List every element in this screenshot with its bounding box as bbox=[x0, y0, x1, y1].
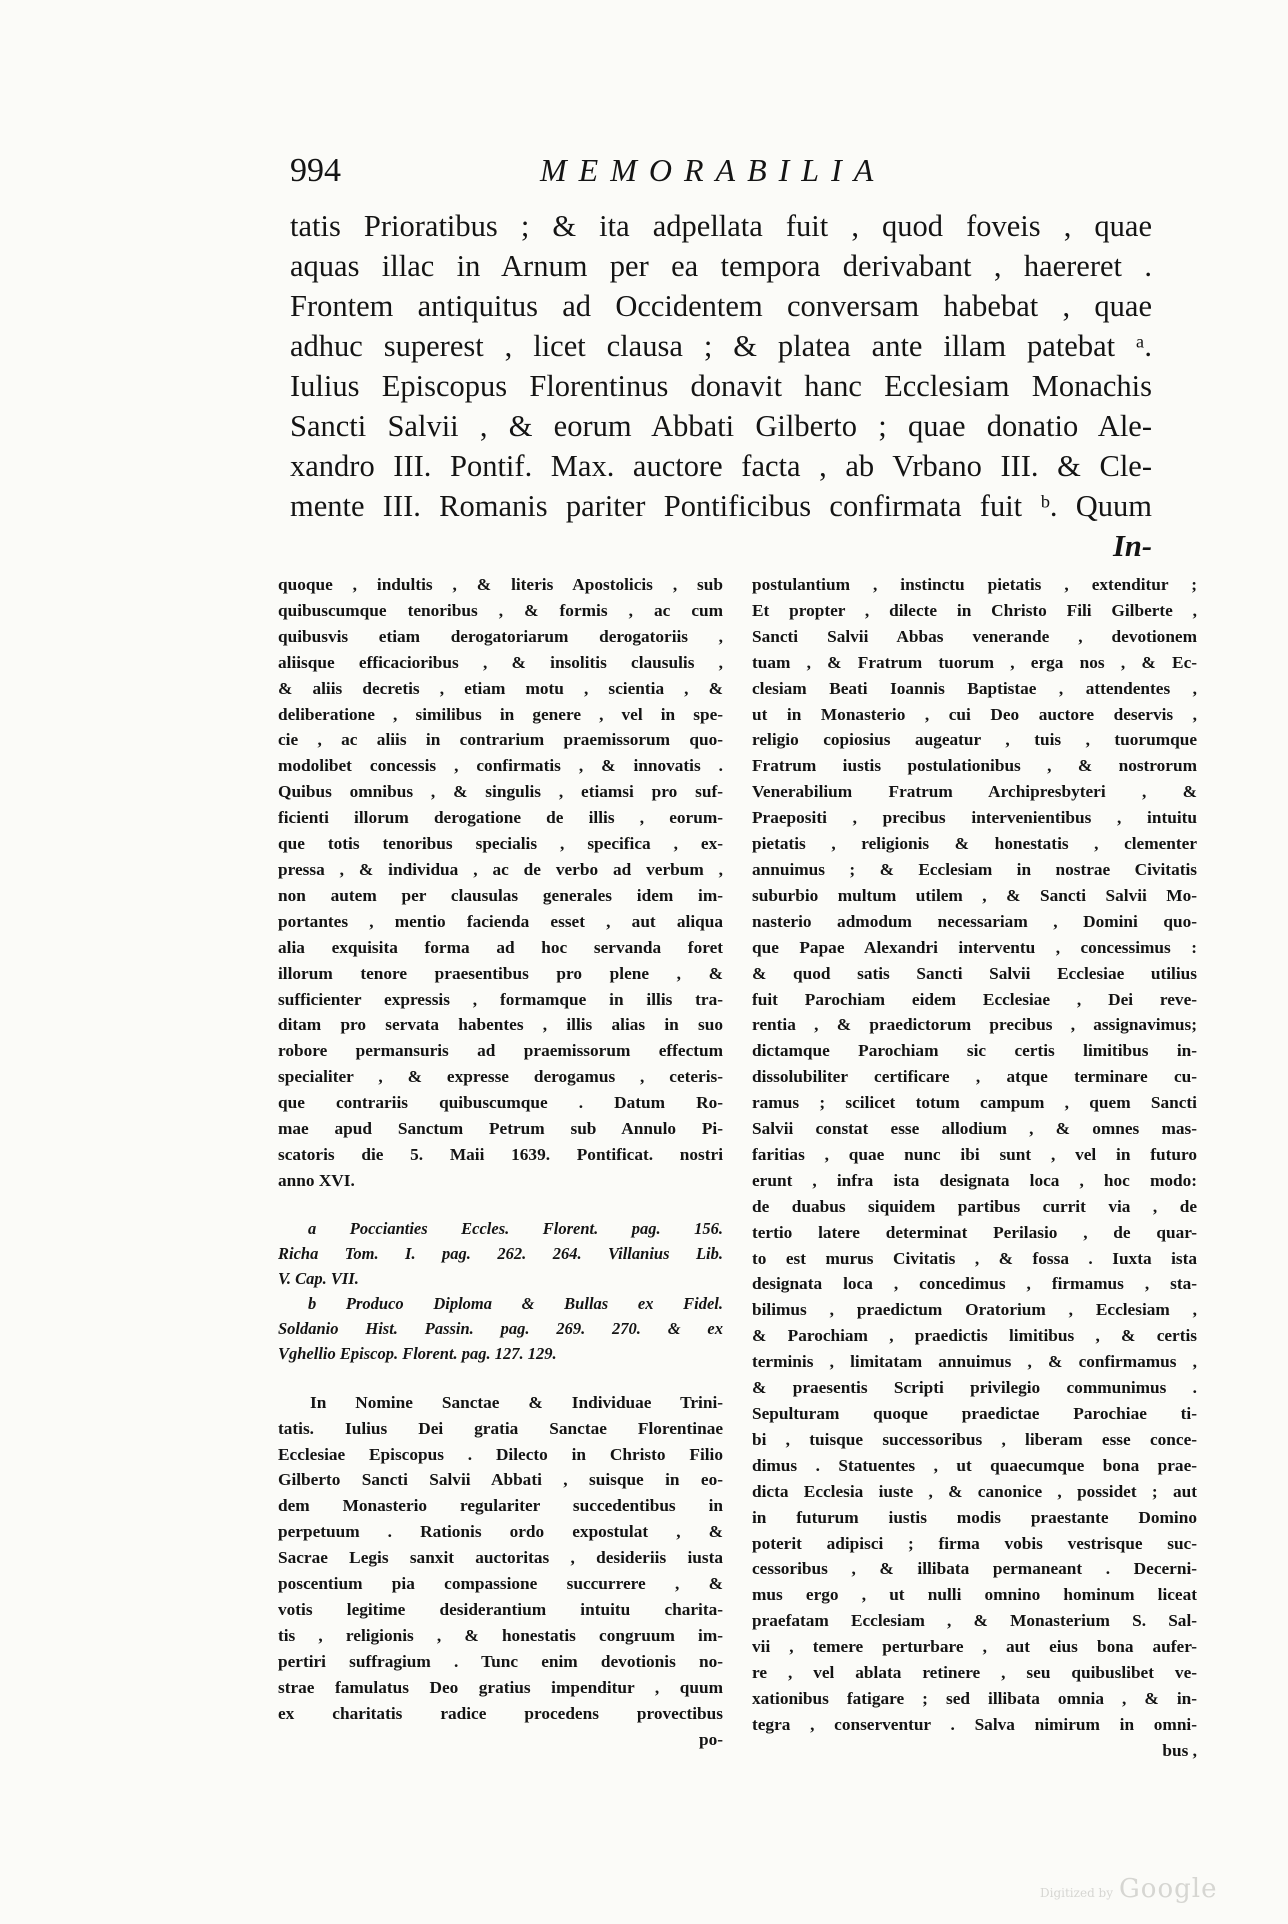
text-line: Fratrum iustis postulationibus , & nostrorum bbox=[752, 756, 1197, 776]
text-line: ex charitatis radice procedens provectibus bbox=[278, 1703, 723, 1723]
text-line: rentia , & praedictorum precibus , assignavimus; bbox=[752, 1015, 1197, 1035]
main-text-line: aquas illac in Arnum per ea tempora derivabant , haereret . bbox=[290, 249, 1152, 283]
text-line: tertio latere determinat Perilasio , de quar- bbox=[752, 1222, 1197, 1242]
main-text-line: Sancti Salvii , & eorum Abbati Gilberto ; quae donatio Ale- bbox=[290, 409, 1152, 443]
text-line: clesiam Beati Ioannis Baptistae , attendentes , bbox=[752, 678, 1197, 698]
text-line: dicta Ecclesia iuste , & canonice , possidet ; aut bbox=[752, 1481, 1197, 1501]
text-line: dimus . Statuentes , ut quaecumque bona prae- bbox=[752, 1455, 1197, 1475]
text-line: Sacrae Legis sanxit auctoritas , desideriis iusta bbox=[278, 1548, 723, 1568]
text-line: quibusvis etiam derogatoriarum derogatoriis , bbox=[278, 626, 723, 646]
footnote-line: Richa Tom. I. pag. 262. 264. Villanius Lib. bbox=[278, 1243, 723, 1263]
page-header bbox=[290, 152, 930, 198]
footnote-line: Vghellio Episcop. Florent. pag. 127. 129. bbox=[278, 1343, 557, 1363]
text-line: Salvii constat esse allodium , & omnes mas- bbox=[752, 1119, 1197, 1139]
text-line: Sancti Salvii Abbas venerande , devotionem bbox=[752, 626, 1197, 646]
text-line: illorum tenore praesentibus pro plene , & bbox=[278, 963, 723, 983]
watermark-brand: Google bbox=[1119, 1874, 1218, 1904]
text-line: & praesentis Scripti privilegio communimus . bbox=[752, 1378, 1197, 1398]
text-line: quoque , indultis , & literis Apostolicis , sub bbox=[278, 575, 723, 594]
text-line: Quibus omnibus , & singulis , etiamsi pro suf- bbox=[278, 782, 723, 802]
footnote-line: V. Cap. VII. bbox=[278, 1268, 359, 1288]
text-line: de duabus siquidem partibus currit via , de bbox=[752, 1196, 1197, 1216]
text-line: dictamque Parochiam sic certis limitibus in- bbox=[752, 1041, 1197, 1061]
text-line: postulantium , instinctu pietatis , extenditur ; bbox=[752, 575, 1197, 594]
text-line: specialiter , & expresse derogamus , ceteris- bbox=[278, 1067, 723, 1087]
text-line: deliberatione , similibus in genere , vel in spe- bbox=[278, 704, 723, 724]
text-line: Venerabilium Fratrum Archipresbyteri , & bbox=[752, 782, 1197, 802]
text-line: poterit adipisci ; firma vobis vestrisque suc- bbox=[752, 1533, 1197, 1553]
right-catchword: bus , bbox=[1162, 1740, 1197, 1760]
running-title: MEMORABILIA bbox=[540, 152, 886, 188]
text-line: perpetuum . Rationis ordo expostulat , & bbox=[278, 1522, 723, 1542]
main-text-line: mente III. Romanis pariter Pontificibus confirmata fuit ᵇ. Quum bbox=[290, 489, 1152, 523]
text-line: fuit Parochiam eidem Ecclesiae , Dei reve- bbox=[752, 989, 1197, 1009]
text-line: robore permansuris ad praemissorum effectum bbox=[278, 1041, 723, 1061]
text-line: bi , tuisque successoribus , liberam esse conce- bbox=[752, 1429, 1197, 1449]
text-line: in futurum iustis modis praestante Domino bbox=[752, 1507, 1197, 1527]
text-line: annuimus ; & Ecclesiam in nostrae Civitatis bbox=[752, 859, 1197, 879]
left-column bbox=[278, 572, 723, 1752]
text-line: ditam pro servata habentes , illis alias in suo bbox=[278, 1015, 723, 1035]
text-line: Praepositi , precibus intervenientibus , intuitu bbox=[752, 808, 1197, 828]
text-line: cie , ac aliis in contrarium praemissorum quo- bbox=[278, 730, 723, 750]
left-column-text bbox=[278, 572, 723, 1194]
text-line: tatis. Iulius Dei gratia Sanctae Florentinae bbox=[278, 1418, 723, 1438]
text-line: Et propter , dilecte in Christo Fili Gilberte , bbox=[752, 600, 1197, 620]
text-line: alia exquisita forma ad hoc servanda foret bbox=[278, 937, 723, 957]
main-text-line: adhuc superest , licet clausa ; & platea ante illam patebat ᵃ. bbox=[290, 329, 1152, 363]
text-line: nasterio admodum necessariam , Domini quo- bbox=[752, 911, 1197, 931]
footnotes bbox=[278, 1216, 723, 1366]
text-line: tuam , & Fratrum tuorum , erga nos , & Ec- bbox=[752, 652, 1197, 672]
footnote-line: Soldanio Hist. Passin. pag. 269. 270. & ex bbox=[278, 1318, 723, 1338]
text-line: poscentium pia compassione succurrere , & bbox=[278, 1574, 723, 1594]
right-column bbox=[752, 572, 1197, 1764]
text-line: quibuscumque tenoribus , & formis , ac cum bbox=[278, 600, 723, 620]
page-number: 994 bbox=[290, 152, 341, 189]
text-line: pertiri suffragium . Tunc enim devotionis no- bbox=[278, 1651, 723, 1671]
text-line: pressa , & individua , ac de verbo ad verbum , bbox=[278, 859, 723, 879]
text-line: In Nomine Sanctae & Individuae Trini- bbox=[310, 1392, 723, 1412]
diploma-text bbox=[278, 1390, 723, 1753]
text-line: terminis , limitatam annuimus , & confirmamus , bbox=[752, 1352, 1197, 1372]
text-line: cessoribus , & illibata permaneant . Decerni- bbox=[752, 1559, 1197, 1579]
text-line: que totis tenoribus specialis , specifica , ex- bbox=[278, 834, 723, 854]
text-line: vii , temere perturbare , aut eius bona aufer- bbox=[752, 1637, 1197, 1657]
main-text-line: Frontem antiquitus ad Occidentem conversam habebat , quae bbox=[290, 289, 1152, 323]
main-catchword: In- bbox=[1113, 529, 1152, 563]
main-text-line: xandro III. Pontif. Max. auctore facta , ab Vrbano III. & Cle- bbox=[290, 449, 1152, 483]
watermark-small-text: Digitized by bbox=[1040, 1886, 1114, 1900]
text-line: strae famulatus Deo gratius impenditur , quum bbox=[278, 1677, 723, 1697]
text-line: dissolubiliter certificare , atque terminare cu- bbox=[752, 1067, 1197, 1087]
main-text-line: Iulius Episcopus Florentinus donavit hanc Ecclesiam Monachis bbox=[290, 369, 1152, 403]
text-line: dem Monasterio regulariter succedentibus in bbox=[278, 1496, 723, 1516]
text-line: religio copiosius augeatur , tuis , tuorumque bbox=[752, 730, 1197, 750]
text-line: designata loca , concedimus , firmamus , sta- bbox=[752, 1274, 1197, 1294]
text-line: Ecclesiae Episcopus . Dilecto in Christo Filio bbox=[278, 1444, 723, 1464]
text-line: Sepulturam quoque praedictae Parochiae ti- bbox=[752, 1404, 1197, 1423]
text-line: & aliis decretis , etiam motu , scientia , & bbox=[278, 678, 723, 698]
footnote-line: a Poccianties Eccles. Florent. pag. 156. bbox=[308, 1218, 723, 1238]
text-line: mae apud Sanctum Petrum sub Annulo Pi- bbox=[278, 1119, 723, 1139]
text-line: Gilberto Sancti Salvii Abbati , suisque in eo- bbox=[278, 1470, 723, 1490]
text-line: votis legitime desiderantium intuitu charita- bbox=[278, 1600, 723, 1619]
text-line: ut in Monasterio , cui Deo auctore deservis , bbox=[752, 704, 1197, 724]
text-line: aliisque efficacioribus , & insolitis clausulis , bbox=[278, 652, 723, 672]
text-line: scatoris die 5. Maii 1639. Pontificat. nostri bbox=[278, 1144, 723, 1164]
text-line: xationibus fatigare ; sed illibata omnia , & in- bbox=[752, 1688, 1197, 1708]
text-line: que contrariis quibuscumque . Datum Ro- bbox=[278, 1093, 723, 1113]
text-line: sufficienter expressis , formamque in illis tra- bbox=[278, 989, 723, 1009]
text-line: tis , religionis , & honestatis congruum im- bbox=[278, 1625, 723, 1645]
text-line: portantes , mentio facienda esset , aut aliqua bbox=[278, 911, 723, 931]
text-line: re , vel ablata retinere , seu quibuslibet ve- bbox=[752, 1663, 1197, 1683]
main-text-line: tatis Prioratibus ; & ita adpellata fuit , quod foveis , quae bbox=[290, 209, 1152, 243]
text-line: tegra , conserventur . Salva nimirum in omni- bbox=[752, 1714, 1197, 1734]
text-line: pietatis , religionis & honestatis , clementer bbox=[752, 834, 1197, 854]
left-catchword: po- bbox=[698, 1729, 723, 1749]
text-line: & Parochiam , praedictis limitibus , & certis bbox=[752, 1326, 1197, 1346]
digitized-watermark bbox=[1040, 1874, 1217, 1904]
text-line: faritias , quae nunc ibi sunt , vel in futuro bbox=[752, 1144, 1197, 1164]
text-line: suburbio multum utilem , & Sancti Salvii Mo- bbox=[752, 885, 1197, 905]
main-text-block bbox=[290, 206, 1152, 566]
text-line: que Papae Alexandri interventu , concessimus : bbox=[752, 937, 1197, 957]
text-line: to est murus Civitatis , & fossa . Iuxta ista bbox=[752, 1248, 1197, 1268]
text-line: ficienti illorum derogatione de illis , eorum- bbox=[278, 808, 723, 828]
text-line: modolibet concessis , confirmatis , & innovatis . bbox=[278, 756, 723, 776]
text-line: praefatam Ecclesiam , & Monasterium S. Sal- bbox=[752, 1611, 1197, 1631]
text-line: anno XVI. bbox=[278, 1170, 355, 1190]
text-line: erunt , infra ista designata loca , hoc modo: bbox=[752, 1170, 1197, 1190]
text-line: bilimus , praedictum Oratorium , Ecclesiam , bbox=[752, 1300, 1197, 1320]
footnote-line: b Produco Diploma & Bullas ex Fidel. bbox=[308, 1293, 723, 1313]
text-line: & quod satis Sancti Salvii Ecclesiae utilius bbox=[752, 963, 1197, 983]
text-line: mus ergo , ut nulli omnino hominum liceat bbox=[752, 1585, 1197, 1605]
text-line: ramus ; scilicet totum campum , quem Sancti bbox=[752, 1093, 1197, 1113]
text-line: non autem per clausulas generales idem im- bbox=[278, 885, 723, 905]
